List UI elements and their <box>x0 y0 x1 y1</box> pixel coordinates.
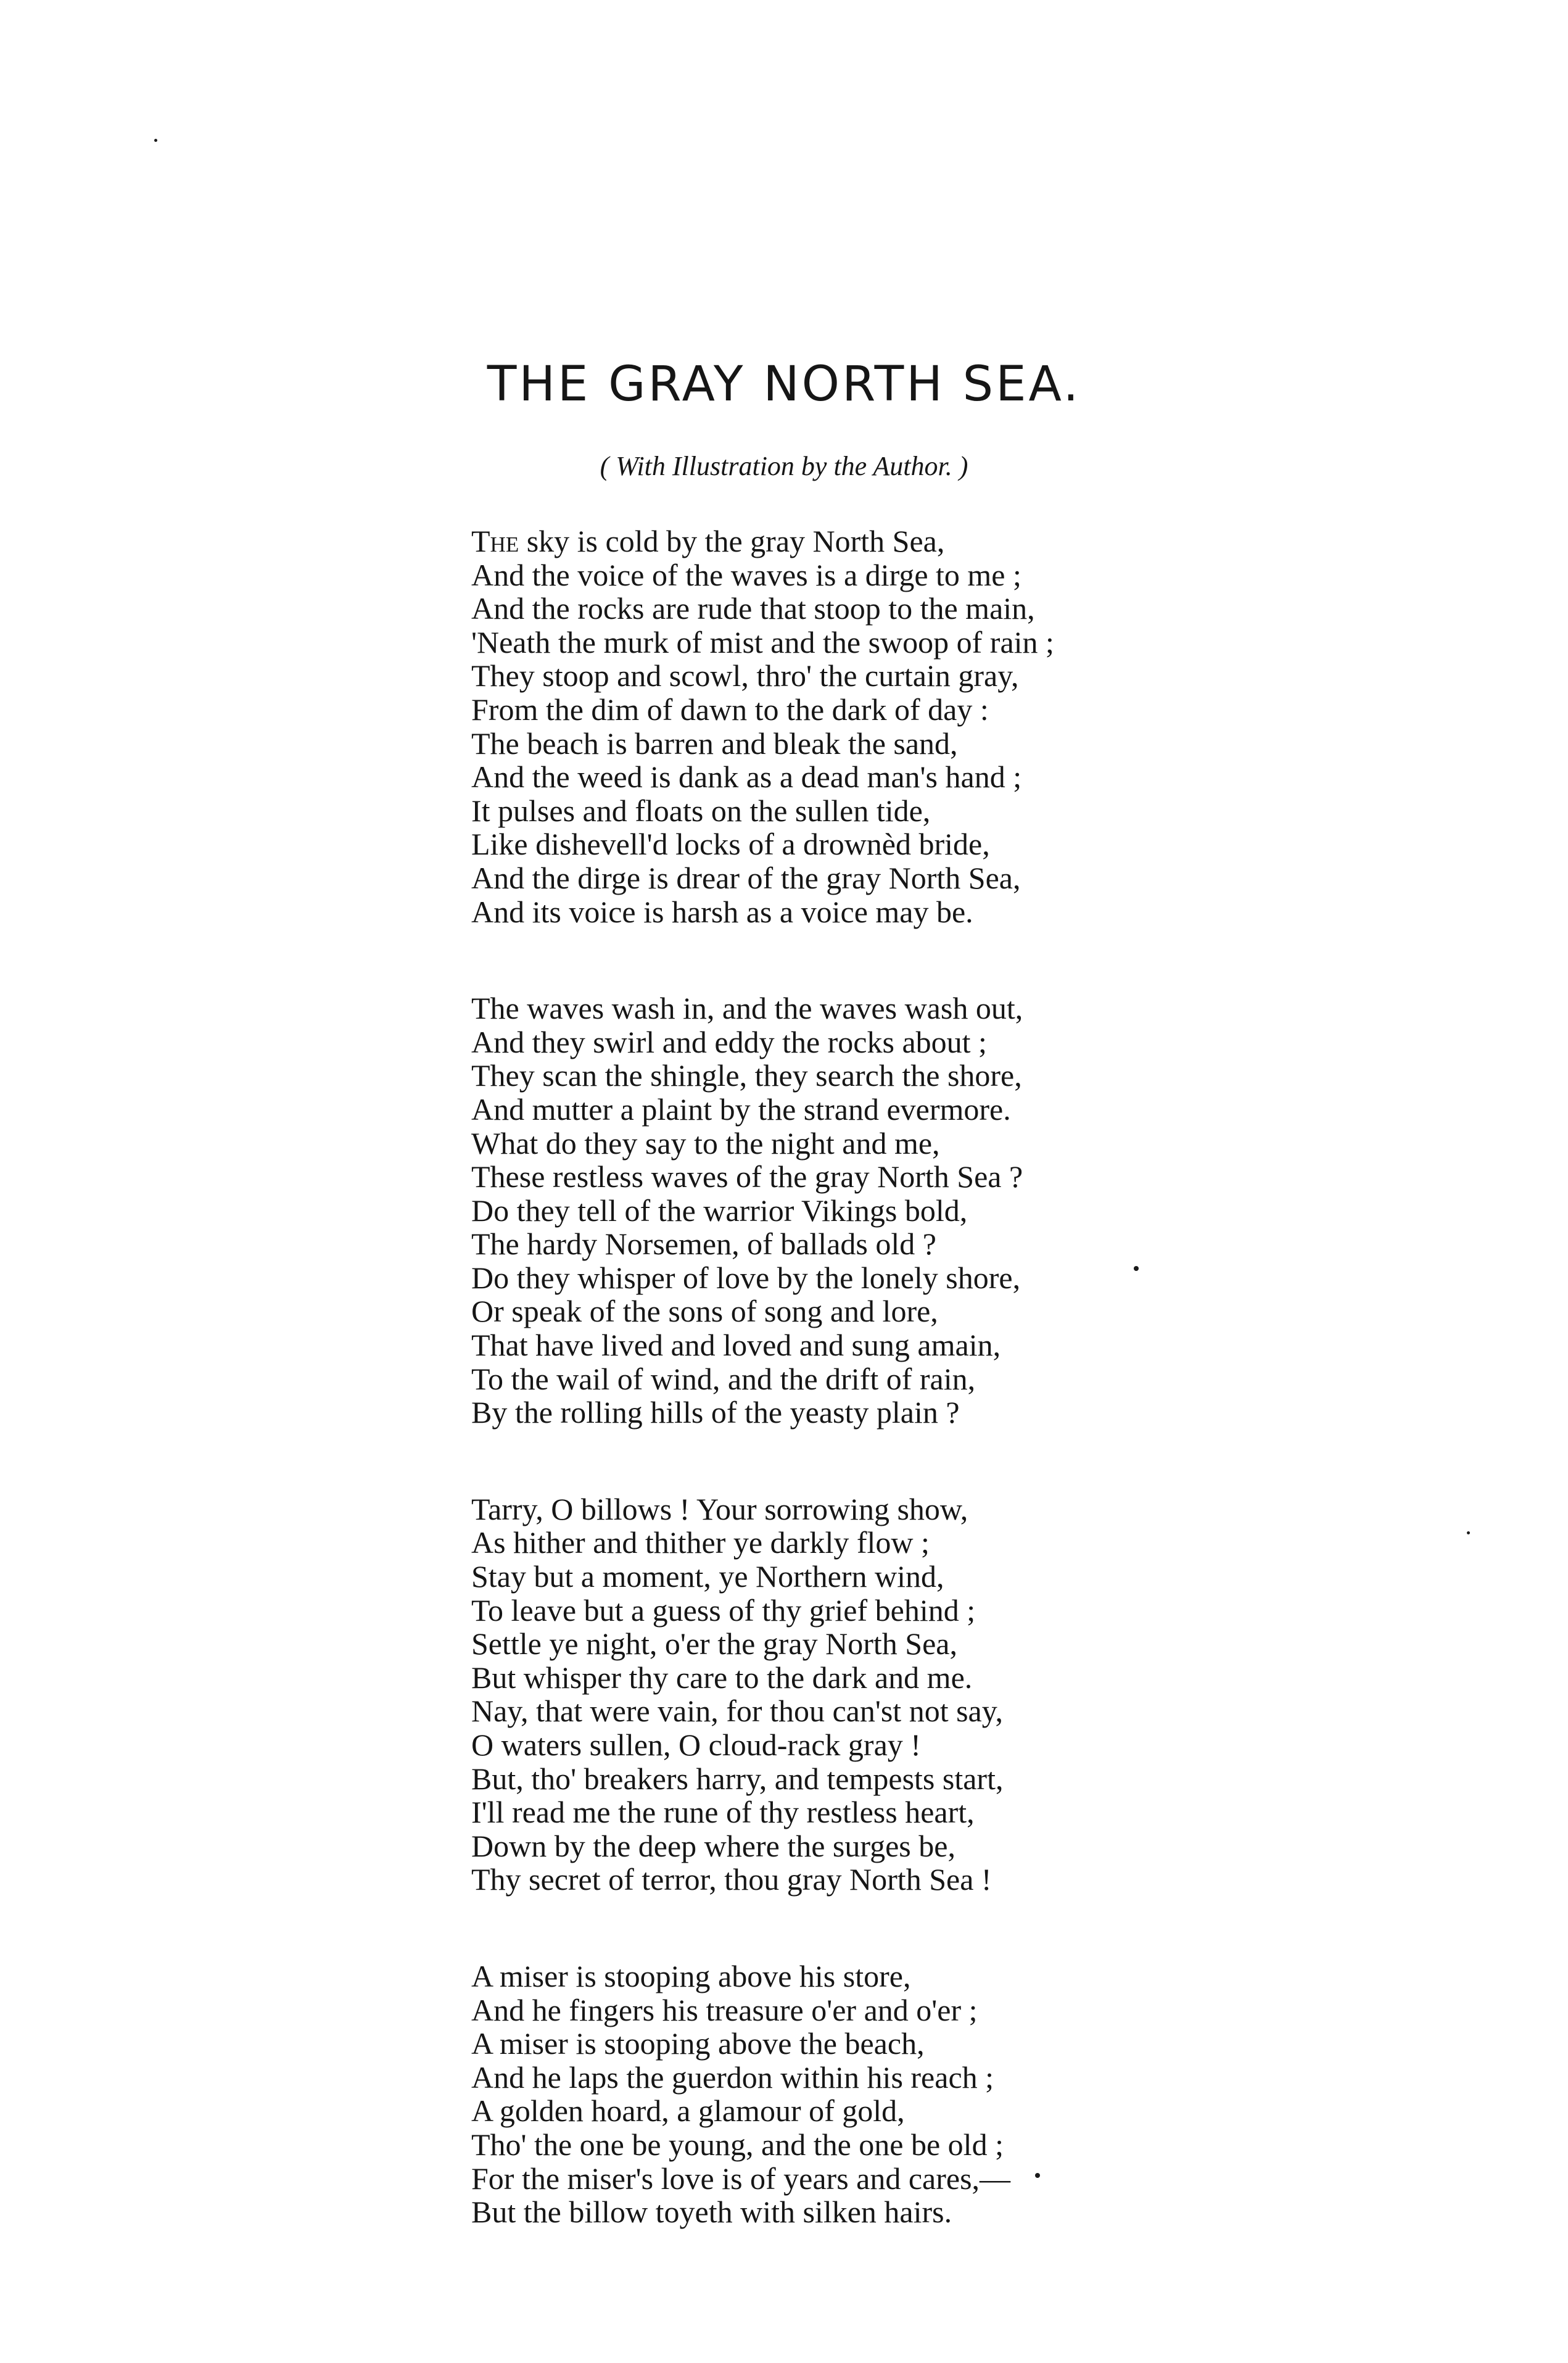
poem-line: Thy secret of terror, thou gray North Sea ! <box>471 1862 992 1897</box>
poem-line: It pulses and floats on the sullen tide, <box>471 793 931 828</box>
poem-line: I'll read me the rune of thy restless heart, <box>471 1795 975 1830</box>
poem-line: Tarry, O billows ! Your sorrowing show, <box>471 1491 968 1526</box>
poem-line: The waves wash in, and the waves wash out, <box>471 991 1023 1026</box>
stanza <box>471 991 1520 1430</box>
poem-line: But whisper thy care to the dark and me. <box>471 1660 973 1695</box>
poem-line: The hardy Norsemen, of ballads old ? <box>471 1227 936 1262</box>
ink-speck <box>154 139 157 142</box>
poem-line: They stoop and scowl, thro' the curtain gray, <box>471 658 1019 693</box>
ink-speck <box>1134 1266 1139 1271</box>
stanza <box>471 1492 1520 1897</box>
poem-line: But, tho' breakers harry, and tempests start, <box>471 1761 1004 1796</box>
poem-line: As hither and thither ye darkly flow ; <box>471 1525 930 1560</box>
poem-line: Settle ye night, o'er the gray North Sea, <box>471 1626 957 1662</box>
poem-line-text: sky is cold by the gray North Sea, <box>519 524 945 558</box>
ink-speck <box>1035 2173 1040 2178</box>
poem-line: A miser is stooping above his store, <box>471 1958 911 1993</box>
stanza <box>471 524 1520 929</box>
poem-line: Nay, that were vain, for thou can'st not say, <box>471 1694 1003 1729</box>
poem-line: Down by the deep where the surges be, <box>471 1828 955 1863</box>
poem-line <box>471 524 1520 558</box>
poem-line: To leave but a guess of thy grief behind ; <box>471 1592 976 1628</box>
poem-line: They scan the shingle, they search the shore, <box>471 1058 1022 1093</box>
poem-line: The beach is barren and bleak the sand, <box>471 726 958 761</box>
poem-line: And he fingers his treasure o'er and o'er ; <box>471 1992 978 2027</box>
poem-line: To the wail of wind, and the drift of rain, <box>471 1361 976 1396</box>
poem-line: But the billow toyeth with silken hairs. <box>471 2195 952 2230</box>
poem-line: 'Neath the murk of mist and the swoop of rain ; <box>471 624 1054 660</box>
poem-line: Do they tell of the warrior Vikings bold, <box>471 1193 968 1228</box>
poem-line: And the dirge is drear of the gray North Sea, <box>471 860 1021 895</box>
poem-line: From the dim of dawn to the dark of day : <box>471 692 989 727</box>
poem-line: Tho' the one be young, and the one be old ; <box>471 2127 1004 2162</box>
stanza <box>471 1960 1520 2229</box>
poem-line: And they swirl and eddy the rocks about ; <box>471 1024 987 1059</box>
poem-title: THE GRAY NORTH SEA. <box>487 357 1081 412</box>
poem-line: What do they say to the night and me, <box>471 1125 940 1161</box>
poem-line: And the voice of the waves is a dirge to me ; <box>471 557 1021 592</box>
poem-line: O waters sullen, O cloud-rack gray ! <box>471 1728 921 1762</box>
poem-line: Or speak of the sons of song and lore, <box>471 1294 938 1329</box>
poem-line: Stay but a moment, ye Northern wind, <box>471 1559 944 1594</box>
opening-word: The <box>471 524 519 558</box>
ink-speck <box>1467 1531 1470 1534</box>
poem-line: And mutter a plaint by the strand evermore. <box>471 1091 1011 1127</box>
poem-line: These restless waves of the gray North Sea ? <box>471 1159 1023 1194</box>
poem-line: And he laps the guerdon within his reach ; <box>471 2059 994 2095</box>
poem-line: And the weed is dank as a dead man's hand ; <box>471 759 1022 795</box>
poem-line: And the rocks are rude that stoop to the main, <box>471 591 1035 626</box>
poem-body <box>471 524 1520 2292</box>
poem-line: A miser is stooping above the beach, <box>471 2026 925 2061</box>
poem-line: For the miser's love is of years and cares,— <box>471 2161 1011 2196</box>
poem-subtitle: ( With Illustration by the Author. ) <box>600 451 968 481</box>
poem-line: A golden hoard, a glamour of gold, <box>471 2093 905 2129</box>
poem-line: By the rolling hills of the yeasty plain ? <box>471 1395 960 1430</box>
poem-line: Do they whisper of love by the lonely shore, <box>471 1260 1021 1295</box>
poem-line: Like dishevell'd locks of a drownèd bride, <box>471 827 990 862</box>
poem-line: That have lived and loved and sung amain, <box>471 1328 1001 1363</box>
poem-line: And its voice is harsh as a voice may be. <box>471 894 973 929</box>
